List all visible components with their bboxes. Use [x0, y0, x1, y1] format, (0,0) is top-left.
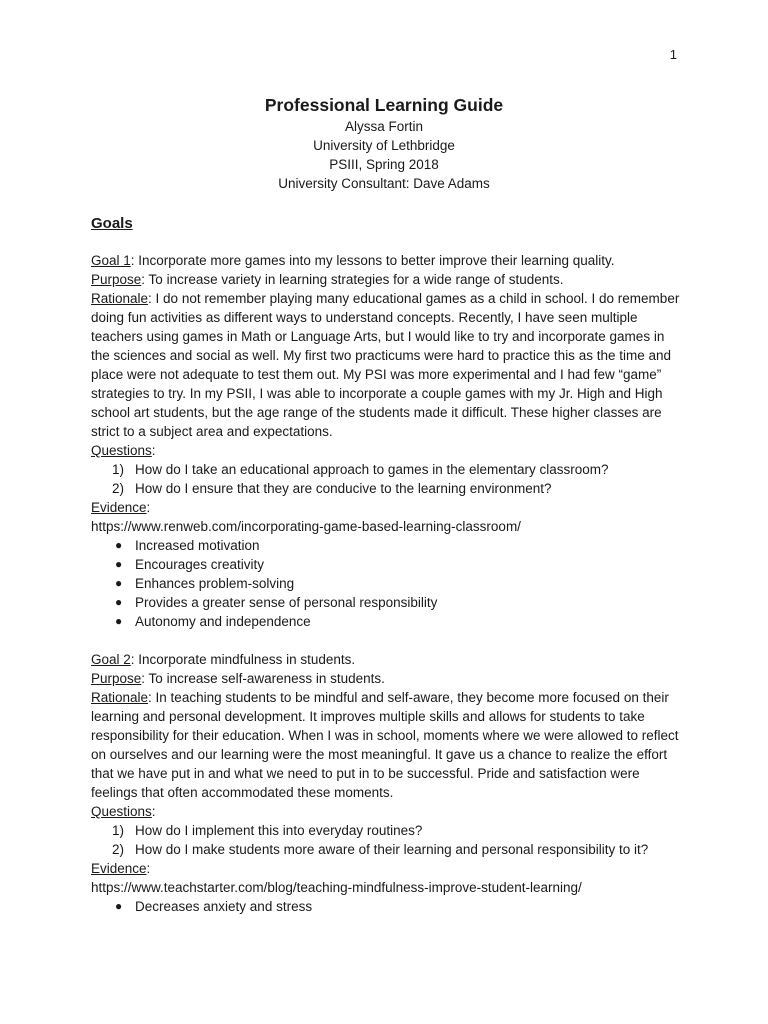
- evidence-point: Encourages creativity: [135, 557, 265, 572]
- list-item: [91, 612, 681, 631]
- goal-1-questions-list: [91, 460, 681, 498]
- evidence-point: Enhances problem-solving: [135, 576, 295, 591]
- goal-1-evidence-url: https://www.renweb.com/incorporating-game-based-learning-classroom/: [91, 519, 521, 534]
- question-number: 1): [112, 823, 125, 838]
- goal-1-statement: [91, 251, 681, 270]
- goal-1-rationale-label: Rationale: [91, 291, 149, 306]
- bullet-icon: ●: [115, 595, 123, 609]
- page-number: 1: [669, 47, 677, 62]
- goal-1-evidence-list: [91, 536, 681, 631]
- section-heading-goals: Goals: [91, 215, 133, 232]
- list-item: [91, 897, 681, 916]
- term-line: PSIII, Spring 2018: [329, 157, 439, 172]
- bullet-icon: ●: [115, 557, 123, 571]
- bullet-icon: ●: [115, 576, 123, 590]
- author-name: Alyssa Fortin: [344, 119, 424, 134]
- consultant-line: University Consultant: Dave Adams: [278, 176, 490, 191]
- goal-2-purpose: [91, 669, 681, 688]
- question-number: 2): [112, 481, 125, 496]
- goal-2-section: [91, 650, 681, 916]
- goal-1-purpose: [91, 270, 681, 289]
- goal-2-rationale: [91, 688, 681, 802]
- bullet-icon: ●: [115, 538, 123, 552]
- list-item: [91, 840, 681, 859]
- goal-1-rationale-text: : I do not remember playing many educational games as a child in school. I do remember doing fun activities as different ways to understand concepts. Recently, I have seen multiple teachers using games in Math or Language Arts, but I would like to try and incorporate games in the sciences and social as well. My first two practicums were hard to practice this as the time and place were not adequate to test them out. My PSI was more experimental and I had few “game” strategies to try. In my PSII, I was able to incorporate a couple games with my Jr. High and High school art students, but the age range of the students made it difficult. These higher classes are strict to a subject area and expectations.: [91, 291, 680, 439]
- goal-2-purpose-text: : To increase self-awareness in students.: [141, 671, 385, 686]
- goal-2-questions-label: Questions: [91, 804, 152, 819]
- goal-2-questions-heading: Questions:: [91, 804, 156, 819]
- document-title: Professional Learning Guide: [264, 95, 504, 115]
- question-text: How do I implement this into everyday routines?: [135, 823, 423, 838]
- goal-1-section: [91, 251, 681, 631]
- question-text: How do I ensure that they are conducive to the learning environment?: [135, 481, 552, 496]
- bullet-icon: ●: [115, 614, 123, 628]
- evidence-point: Decreases anxiety and stress: [135, 899, 313, 914]
- goal-2-evidence-label: Evidence: [91, 861, 147, 876]
- question-number: 2): [112, 842, 125, 857]
- question-number: 1): [112, 462, 125, 477]
- goal-2-rationale-label: Rationale: [91, 690, 149, 705]
- list-item: [91, 821, 681, 840]
- goal-1-text: : Incorporate more games into my lessons to better improve their learning quality.: [130, 253, 615, 268]
- evidence-point: Autonomy and independence: [135, 614, 311, 629]
- goal-1-questions-label: Questions: [91, 443, 152, 458]
- goal-2-purpose-label: Purpose: [91, 671, 142, 686]
- goal-1-purpose-text: : To increase variety in learning strategies for a wide range of students.: [141, 272, 564, 287]
- bullet-icon: ●: [115, 899, 123, 913]
- evidence-point: Increased motivation: [135, 538, 260, 553]
- document-header: [0, 93, 768, 193]
- list-item: [91, 574, 681, 593]
- list-item: [91, 536, 681, 555]
- goal-2-rationale-text: : In teaching students to be mindful and self-aware, they become more focused on their learning and personal development. It improves multiple skills and allows for students to take responsibility for their education. When I was in school, moments where we were allowed to reflect on ourselves and our learning were the most meaningful. It gave us a chance to realize the effort that we have put in and what we need to put in to be successful. Pride and satisfaction were feelings that often accommodated these moments.: [91, 690, 679, 800]
- goal-2-text: : Incorporate mindfulness in students.: [130, 652, 356, 667]
- question-text: How do I make students more aware of their learning and personal responsibility to it?: [135, 842, 649, 857]
- document-body: [91, 212, 681, 916]
- evidence-point: Provides a greater sense of personal responsibility: [135, 595, 438, 610]
- goal-2-questions-list: [91, 821, 681, 859]
- institution-name: University of Lethbridge: [313, 138, 455, 153]
- list-item: [91, 479, 681, 498]
- goal-1-evidence-heading: Evidence:: [91, 500, 151, 515]
- goal-1-rationale: [91, 289, 681, 441]
- goal-2-statement: [91, 650, 681, 669]
- goal-2-evidence-list: [91, 897, 681, 916]
- goal-2-label: Goal 2: [91, 652, 131, 667]
- list-item: [91, 593, 681, 612]
- section-spacer: [91, 631, 681, 650]
- goal-1-evidence-label: Evidence: [91, 500, 147, 515]
- question-text: How do I take an educational approach to games in the elementary classroom?: [135, 462, 609, 477]
- goal-2-evidence-url: https://www.teachstarter.com/blog/teaching-mindfulness-improve-student-learning/: [91, 880, 582, 895]
- goal-1-label: Goal 1: [91, 253, 131, 268]
- list-item: [91, 460, 681, 479]
- goal-2-evidence-heading: Evidence:: [91, 861, 151, 876]
- goal-1-questions-heading: Questions:: [91, 443, 156, 458]
- goal-1-purpose-label: Purpose: [91, 272, 142, 287]
- list-item: [91, 555, 681, 574]
